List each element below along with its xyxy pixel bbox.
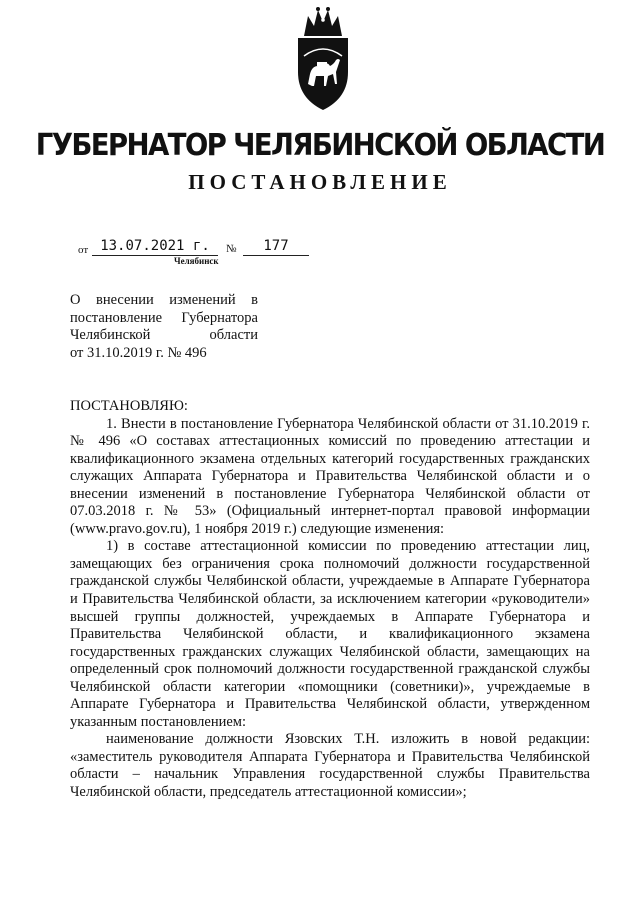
subject-line: Челябинской области [70, 327, 258, 343]
body-paragraph: 1) в составе аттестационной комиссии по проведению аттестации лиц, замещающих без ограничения срока полномочий должности государственной гражданской службы Челябинской области, учреждаемые в Аппарате Губернатора и Правительства Челябинской области, за исключением категории «руководители» высшей группы должностей, учреждаемых в Аппарате Губернатора и Правительства Челябинской области, и квалификационного экзамена государственных гражданских служащих Челябинской области, замещающих на определенный срок полномочий должности государственной гражданской службы Челябинской области категории «помощники (советники)», учреждаемые в Аппарате Губернатора и Правительства Челябинской области, утвержденном указанным постановлением: [70, 538, 590, 730]
resolve-heading: ПОСТАНОВЛЯЮ: [70, 398, 188, 414]
number-label: № [226, 243, 237, 255]
body-paragraph: наименование должности Язовских Т.Н. изложить в новой редакции: «заместитель руководителя Аппарата Губернатора и Правительства Челябинской области – начальник Управления государственной службы Правительства Челябинской области, председатель аттестационной комиссии»; [70, 731, 590, 801]
document-body [70, 398, 590, 802]
body-paragraph: 1. Внести в постановление Губернатора Челябинской области от 31.10.2019 г. № 496 «О составах аттестационных комиссий по проведению аттестации и квалификационного экзамена отдельных категорий государственных гражданских служащих Аппарата Губернатора и Правительства Челябинской области и о внесении изменений в постановление Губернатора Челябинской области от 07.03.2018 г. № 53» (Официальный интернет-портал правовой информации (www.pravo.gov.ru), 1 ноября 2019 г.) следующие изменения: [70, 415, 590, 537]
subject-line: постановление Губернатора [70, 309, 258, 326]
from-label: от [78, 244, 89, 256]
subject-line: О внесении изменений в [70, 292, 258, 308]
city-label: Челябинск [174, 256, 219, 266]
coat-of-arms-emblem [290, 6, 356, 112]
coat-of-arms-icon [290, 6, 356, 112]
document-number: 177 [243, 238, 309, 256]
subject-line: от 31.10.2019 г. № 496 [70, 344, 207, 361]
document-date: 13.07.2021 г. [92, 238, 218, 256]
document-type: ПОСТАНОВЛЕНИЕ [188, 170, 452, 194]
document-subject [70, 292, 258, 362]
issuer-title: ГУБЕРНАТОР ЧЕЛЯБИНСКОЙ ОБЛАСТИ [35, 128, 605, 163]
